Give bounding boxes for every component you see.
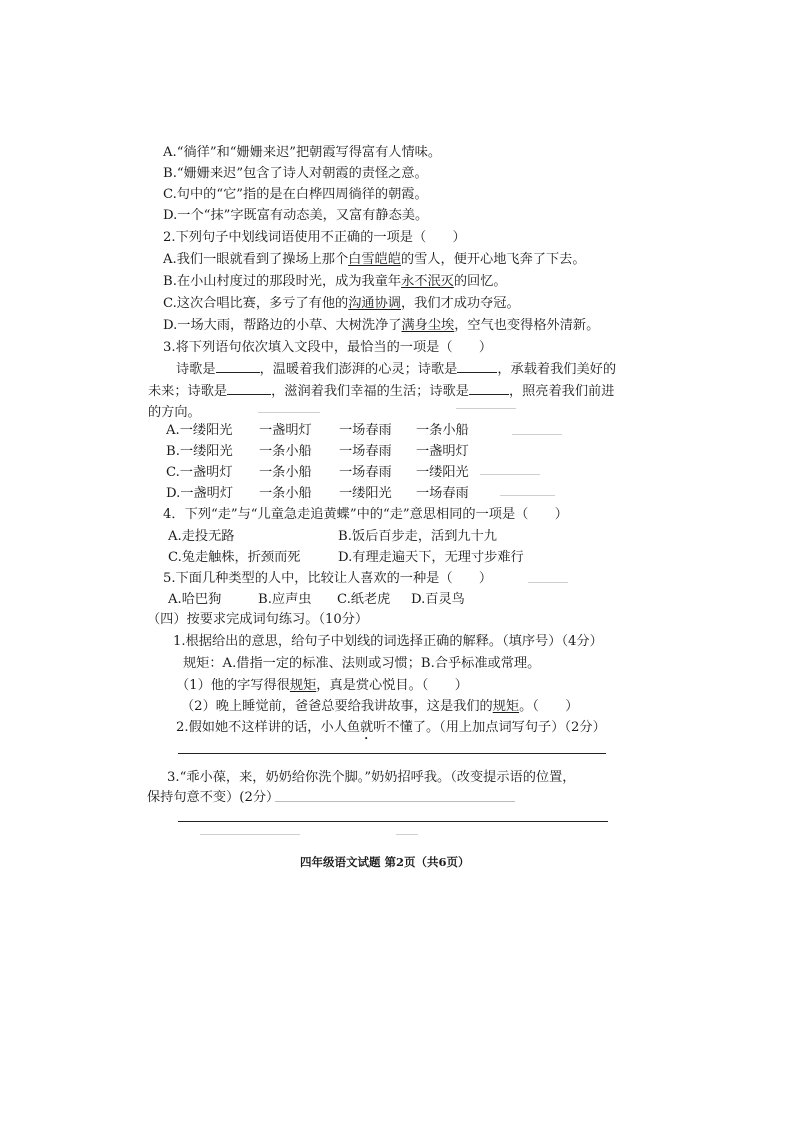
- q3-option-b-3: 一场春雨: [339, 444, 392, 459]
- q2-b-text: B.在小山村度过的那段时光，成为我童年: [163, 274, 402, 289]
- q3-option-c-3: 一场春雨: [339, 465, 392, 480]
- q2-a-text-end: 的雪人，便开心地飞奔了下去。: [400, 252, 586, 267]
- section4-q1-item2: [181, 698, 578, 716]
- scan-mark: [528, 582, 568, 583]
- item-underlined: 规矩: [289, 678, 317, 693]
- q3-option-a-4: 一条小船: [416, 423, 469, 438]
- scan-mark: [500, 495, 555, 496]
- item-underlined: 规矩: [492, 699, 520, 714]
- q3-blank-3[interactable]: [227, 382, 271, 395]
- answer-line-q3-inline[interactable]: [275, 801, 515, 802]
- q2-d-underlined: 满身尘埃: [401, 318, 455, 333]
- item-text-end: ，真是赏心悦目。（ ）: [316, 678, 468, 693]
- item-text: 2.假如她不这样讲的话，小人鱼: [176, 720, 361, 735]
- scan-mark: [258, 412, 320, 413]
- section4-q3-line2: 保持句意不变）(2分）: [147, 790, 280, 805]
- q5-option-a: A.哈巴狗: [168, 592, 222, 607]
- q3-text: ，滋润着我们幸福的生活；诗歌是: [271, 384, 469, 399]
- q2-c-text: C.这次合唱比赛，多亏了有他的: [163, 296, 349, 311]
- q3-option-a-1: A.一缕阳光: [166, 423, 233, 438]
- q3-option-d-4: 一场春雨: [416, 486, 469, 501]
- q4-option-b: B.饭后百步走，活到九十九: [338, 529, 497, 544]
- section4-q1-definition: 规矩：A.借指一定的标准、法则或习惯；B.合乎标准或常理。: [183, 656, 541, 671]
- q1-option-b: B.“姗姗来迟”包含了诗人对朝霞的责怪之意。: [163, 166, 428, 181]
- q2-option-a: [163, 251, 586, 269]
- q2-b-text-end: 的回忆。: [453, 274, 507, 289]
- emphasis-dot-word: 就: [360, 720, 374, 735]
- answer-line-q3[interactable]: [178, 821, 608, 822]
- q3-blank-4[interactable]: [469, 382, 509, 395]
- item-text-end: 。（ ）: [519, 699, 579, 714]
- q3-option-c-4: 一缕阳光: [416, 465, 469, 480]
- q3-option-c-2: 一条小船: [259, 465, 312, 480]
- q4-option-a: A.走投无路: [168, 529, 235, 544]
- section4-title: （四）按要求完成词句练习。（10分）: [147, 612, 369, 627]
- q1-option-d: D.一个“抹”字既富有动态美，又富有静态美。: [163, 208, 429, 223]
- q4-option-c: C.兔走触株，折颈而死: [168, 550, 301, 565]
- q1-option-c: C.句中的“它”指的是在白桦四周徜徉的朝霞。: [163, 187, 428, 202]
- item-text: （2）晚上睡觉前，爸爸总要给我讲故事，这是我们的: [181, 699, 493, 714]
- q3-blank-1[interactable]: [216, 360, 260, 373]
- q3-text: ，照亮着我们前进: [508, 384, 615, 399]
- q3-blank-2[interactable]: [457, 360, 497, 373]
- item-text: （1）他的字写得很: [176, 678, 290, 693]
- q3-passage-line1: [176, 360, 616, 379]
- q2-b-underlined: 永不泯灭: [401, 274, 454, 289]
- q2-a-text: A.我们一眼就看到了操场上那个: [163, 252, 349, 267]
- q3-stem: 3.将下列语句依次填入文段中，最恰当的一项是（ ）: [163, 340, 493, 355]
- q4-option-d: D.有理走遍天下，无理寸步难行: [338, 550, 524, 565]
- q3-option-a-3: 一场春雨: [339, 423, 392, 438]
- q4-stem: 4．下列“走”与“儿童急走追黄蝶”中的“走”意思相同的一项是（ ）: [163, 507, 568, 522]
- page-footer: 四年级语文试题 第2页（共6页）: [300, 855, 470, 869]
- q3-option-d-1: D.一盏明灯: [166, 486, 234, 501]
- q2-option-b: [163, 273, 507, 291]
- q3-text: ，温暖着我们澎湃的心灵；诗歌是: [259, 362, 458, 377]
- q2-stem: 2.下列句子中划线词语使用不正确的一项是（ ）: [163, 230, 466, 245]
- q5-option-b: B.应声虫: [258, 592, 312, 607]
- q3-text: 诗歌是: [176, 362, 216, 377]
- item-text-end: 听不懂了。（用上加点词写句子）（2分）: [373, 720, 606, 735]
- q2-c-underlined: 沟通协调: [348, 296, 401, 311]
- q3-option-b-4: 一盏明灯: [416, 444, 469, 459]
- section4-q3-line1: 3.“乖小葆，来，奶奶给你洗个脚。”奶奶招呼我。（改变提示语的位置，: [167, 770, 576, 785]
- q3-passage-line3: 的方向。: [148, 405, 201, 420]
- section4-q1-item1: [176, 677, 468, 695]
- q3-option-b-2: 一条小船: [259, 444, 312, 459]
- q3-option-c-1: C.一盏明灯: [166, 465, 233, 480]
- answer-line-q2[interactable]: [178, 753, 606, 754]
- q2-d-text: D.一场大雨，帮路边的小草、大树洗净了: [163, 318, 402, 333]
- q2-option-d: [163, 317, 599, 335]
- section4-q2-stem: [176, 719, 606, 743]
- q1-option-a: A.“徜徉”和“姗姗来迟”把朝霞写得富有人情味。: [163, 145, 442, 160]
- q5-stem: 5.下面几种类型的人中，比较让人喜欢的一种是（ ）: [163, 571, 493, 586]
- q3-option-d-2: 一条小船: [259, 486, 312, 501]
- q3-option-a-2: 一盏明灯: [259, 423, 312, 438]
- q2-d-text-end: ，空气也变得格外清新。: [454, 318, 600, 333]
- scan-mark: [456, 408, 516, 409]
- q3-passage-line2: [148, 382, 614, 401]
- scan-mark: [512, 434, 562, 435]
- q5-option-c: C.纸老虎: [337, 592, 391, 607]
- q3-option-b-1: B.一缕阳光: [166, 444, 233, 459]
- q3-text: ，承载着我们美好的: [497, 362, 617, 377]
- q5-option-d: D.百灵鸟: [411, 592, 465, 607]
- q2-a-underlined: 白雪皑皑: [348, 252, 401, 267]
- scan-mark: [396, 834, 418, 835]
- q2-option-c: [163, 295, 520, 313]
- q2-c-text-end: ，我们才成功夺冠。: [401, 296, 520, 311]
- scan-mark: [480, 474, 540, 475]
- scan-mark: [200, 834, 300, 835]
- section4-q1-stem: 1.根据给出的意思，给句子中划线的词选择正确的解释。（填序号）（4分）: [173, 634, 603, 649]
- q3-option-d-3: 一缕阳光: [339, 486, 392, 501]
- q3-text: 未来；诗歌是: [148, 384, 228, 399]
